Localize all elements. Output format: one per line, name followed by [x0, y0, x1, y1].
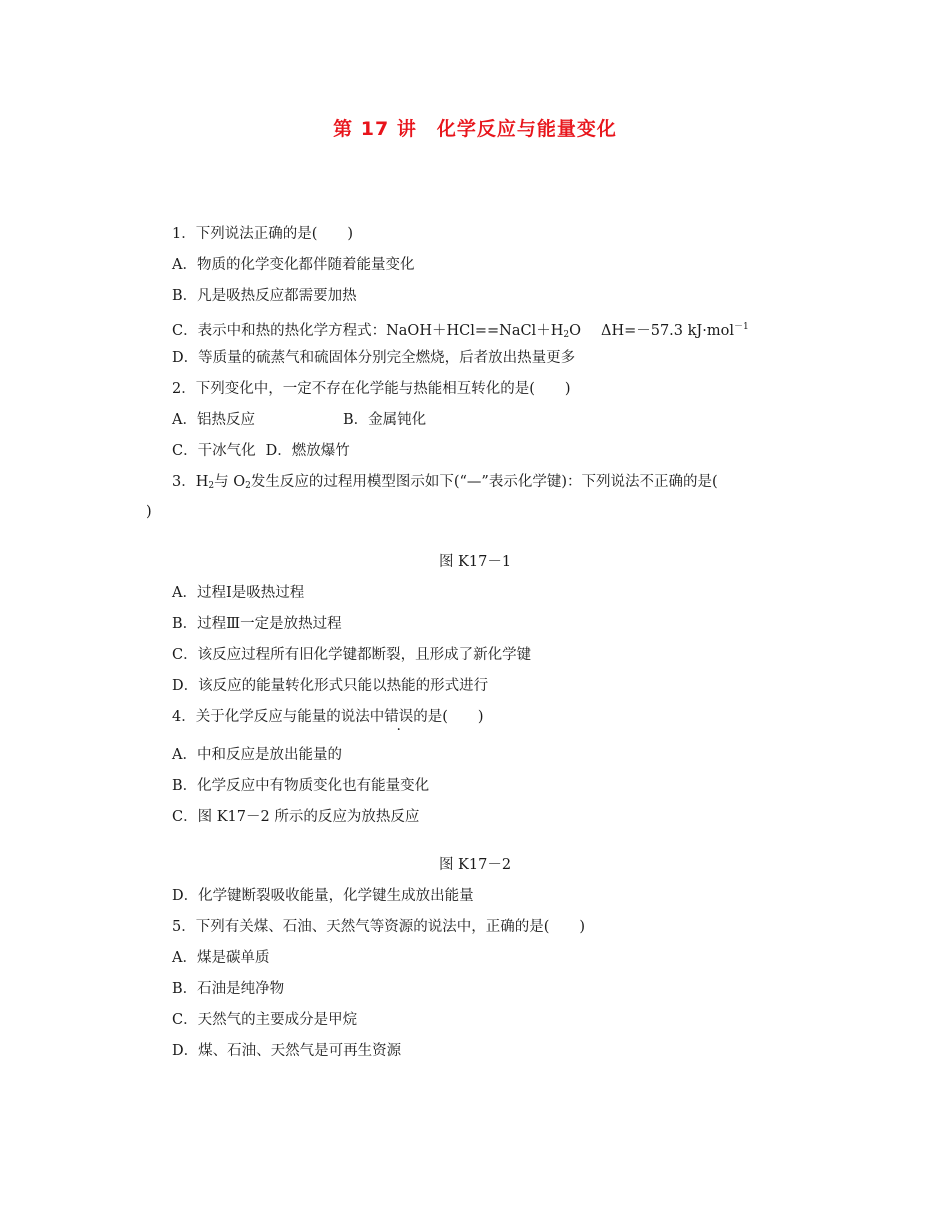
figure-k17-2-caption: 图 K17－2 [438, 857, 512, 873]
question-5-stem: 5．下列有关煤、石油、天然气等资源的说法中，正确的是( ) [172, 919, 586, 935]
question-1-option-a: A．物质的化学变化都伴随着能量变化 [172, 257, 415, 273]
question-3-stem: 3．$H_2$与 $O_2$发生反应的过程用模型图示如下(“—”表示化学键)：下列说法不正确的是( [172, 474, 718, 491]
question-3-option-a: A．过程Ⅰ是吸热过程 [172, 585, 305, 601]
page-title: 第 17 讲 化学反应与能量变化 [333, 118, 617, 140]
question-4-option-d: D．化学键断裂吸收能量，化学键生成放出能量 [172, 888, 474, 904]
question-3-option-c: C．该反应过程所有旧化学键都断裂，且形成了新化学键 [172, 647, 532, 663]
question-3-stem-close: ) [146, 504, 152, 520]
question-4-stem: 4．关于化学反应与能量的说法中错误的是( ) [172, 709, 484, 725]
question-5-option-b: B．石油是纯净物 [172, 981, 285, 997]
question-5-option-c: C．天然气的主要成分是甲烷 [172, 1012, 358, 1028]
question-1-option-d: D．等质量的硫蒸气和硫固体分别完全燃烧，后者放出热量更多 [172, 350, 576, 366]
question-2-options-ab: A．铝热反应 B．金属钝化 [172, 412, 427, 428]
question-1-option-c: C．表示中和热的热化学方程式：$NaOH+HCl==NaCl+H_2O$ ΔH=－57.3 kJ·mol$^{-1}$ [172, 322, 749, 340]
question-1-stem: 1．下列说法正确的是( ) [172, 226, 354, 242]
question-5-option-a: A．煤是碳单质 [172, 950, 270, 966]
question-4-option-b: B．化学反应中有物质变化也有能量变化 [172, 778, 430, 794]
figure-k17-1-caption: 图 K17－1 [438, 554, 512, 570]
question-2-stem: 2．下列变化中，一定不存在化学能与热能相互转化的是( ) [172, 381, 571, 397]
question-5-option-d: D．煤、石油、天然气是可再生资源 [172, 1043, 402, 1059]
question-2-options-cd: C．干冰气化 D．燃放爆竹 [172, 443, 350, 459]
question-4-option-a: A．中和反应是放出能量的 [172, 747, 342, 763]
question-3-option-d: D．该反应的能量转化形式只能以热能的形式进行 [172, 678, 489, 694]
emphasis-error: 错误 [384, 709, 414, 725]
question-3-option-b: B．过程Ⅲ一定是放热过程 [172, 616, 342, 632]
question-1-option-b: B．凡是吸热反应都需要加热 [172, 288, 357, 304]
question-4-option-c: C．图 K17－2 所示的反应为放热反应 [172, 809, 420, 825]
